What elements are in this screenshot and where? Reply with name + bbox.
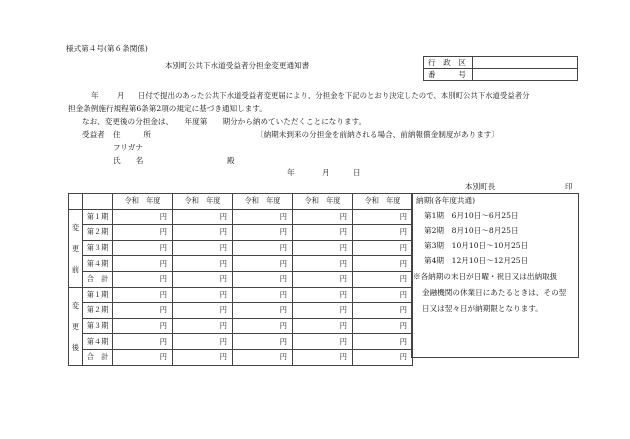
table-row: 第３期 円 円 円 円 円 <box>69 240 413 256</box>
row-label: 第１期 <box>83 209 113 225</box>
honorific: 殿 <box>227 156 235 165</box>
amount-table <box>68 193 413 366</box>
due-period-2: 第2期 8月10日～8月25日 <box>424 226 519 235</box>
row-label: 第３期 <box>83 318 113 334</box>
beneficiary-label: 受益者 <box>82 130 105 139</box>
body-month: 月 <box>117 91 125 100</box>
due-period-3: 第3期 10月10日～10月25日 <box>424 241 529 250</box>
number-label: 番 号 <box>424 69 473 81</box>
date-month: 月 <box>322 168 330 177</box>
row-label: 合 計 <box>83 349 113 365</box>
prepayment-note: 〔納期未到来の分担金を前納される場合、前納報償金制度があります〕 <box>256 130 499 139</box>
table-row: 第４期 円 円 円 円 円 <box>69 256 413 272</box>
header-col-3: 令和 年度 <box>233 194 293 210</box>
due-note-1: ※各納期の末日が日曜・祝日又は出納取扱 <box>413 272 558 281</box>
due-note-3: 日又は翌々日が納期限となります。 <box>422 304 543 313</box>
form-number: 様式第４号(第６条関係) <box>66 44 148 53</box>
seal-mark: 印 <box>565 182 573 191</box>
name-label: 氏 名 <box>113 156 144 165</box>
row-label: 第４期 <box>83 256 113 272</box>
table-row: 第３期 円 円 円 円 円 <box>69 318 413 334</box>
due-note-2: 金融機関の休業日にあたるときは、その翌 <box>422 288 567 297</box>
body-line2: 担金条例施行規程第6条第2項の規定に基づき通知します。 <box>68 104 267 113</box>
table-header-row <box>69 194 413 210</box>
furigana-label: フリガナ <box>113 143 143 152</box>
before-label: 変 更 前 <box>69 209 83 287</box>
body-year: 年 <box>91 91 99 100</box>
row-label: 第３期 <box>83 240 113 256</box>
table-row: 第４期 円 円 円 円 円 <box>69 334 413 350</box>
ward-box <box>423 56 578 81</box>
table-row: 変 更 後 第１期 円 円 円 円 円 <box>69 287 413 303</box>
due-period-1: 第1期 6月10日～6月25日 <box>424 211 519 220</box>
table-row: 合 計 円 円 円 円 円 <box>69 349 413 365</box>
after-label: 変 更 後 <box>69 287 83 365</box>
date-day: 日 <box>353 168 361 177</box>
row-label: 第１期 <box>83 287 113 303</box>
body-line3: なお、変更後の分担金は、 年度第 期分から納めていただくことになります。 <box>82 117 367 126</box>
table-row: 第２期 円 円 円 円 円 <box>69 303 413 319</box>
row-label: 第２期 <box>83 303 113 319</box>
table-row: 変 更 前 第１期 円 円 円 円 円 <box>69 209 413 225</box>
table-row: 第２期 円 円 円 円 円 <box>69 225 413 241</box>
address-label: 住 所 <box>113 130 151 139</box>
date-year: 年 <box>287 168 295 177</box>
ward-value <box>473 57 578 69</box>
row-label: 第４期 <box>83 334 113 350</box>
header-col-2: 令和 年度 <box>173 194 233 210</box>
row-label: 合 計 <box>83 271 113 287</box>
mayor-label: 本別町長 <box>465 182 496 191</box>
body-line1: 日付で提出のあった公共下水道受益者変更届により、分担金を下記のとおり決定したので、本別町公共下水道受益者分 <box>138 91 530 100</box>
page-title: 本別町公共下水道受益者分担金変更通知書 <box>165 61 310 70</box>
due-period-4: 第4期 12月10日～12月25日 <box>424 256 529 265</box>
due-title: 納期(各年度共通) <box>416 196 476 205</box>
header-col-4: 令和 年度 <box>293 194 353 210</box>
table-row: 合 計 円 円 円 円 円 <box>69 271 413 287</box>
number-value <box>473 69 578 81</box>
header-col-5: 令和 年度 <box>353 194 413 210</box>
header-col-1: 令和 年度 <box>113 194 173 210</box>
row-label: 第２期 <box>83 225 113 241</box>
ward-label: 行 政 区 <box>424 57 473 69</box>
